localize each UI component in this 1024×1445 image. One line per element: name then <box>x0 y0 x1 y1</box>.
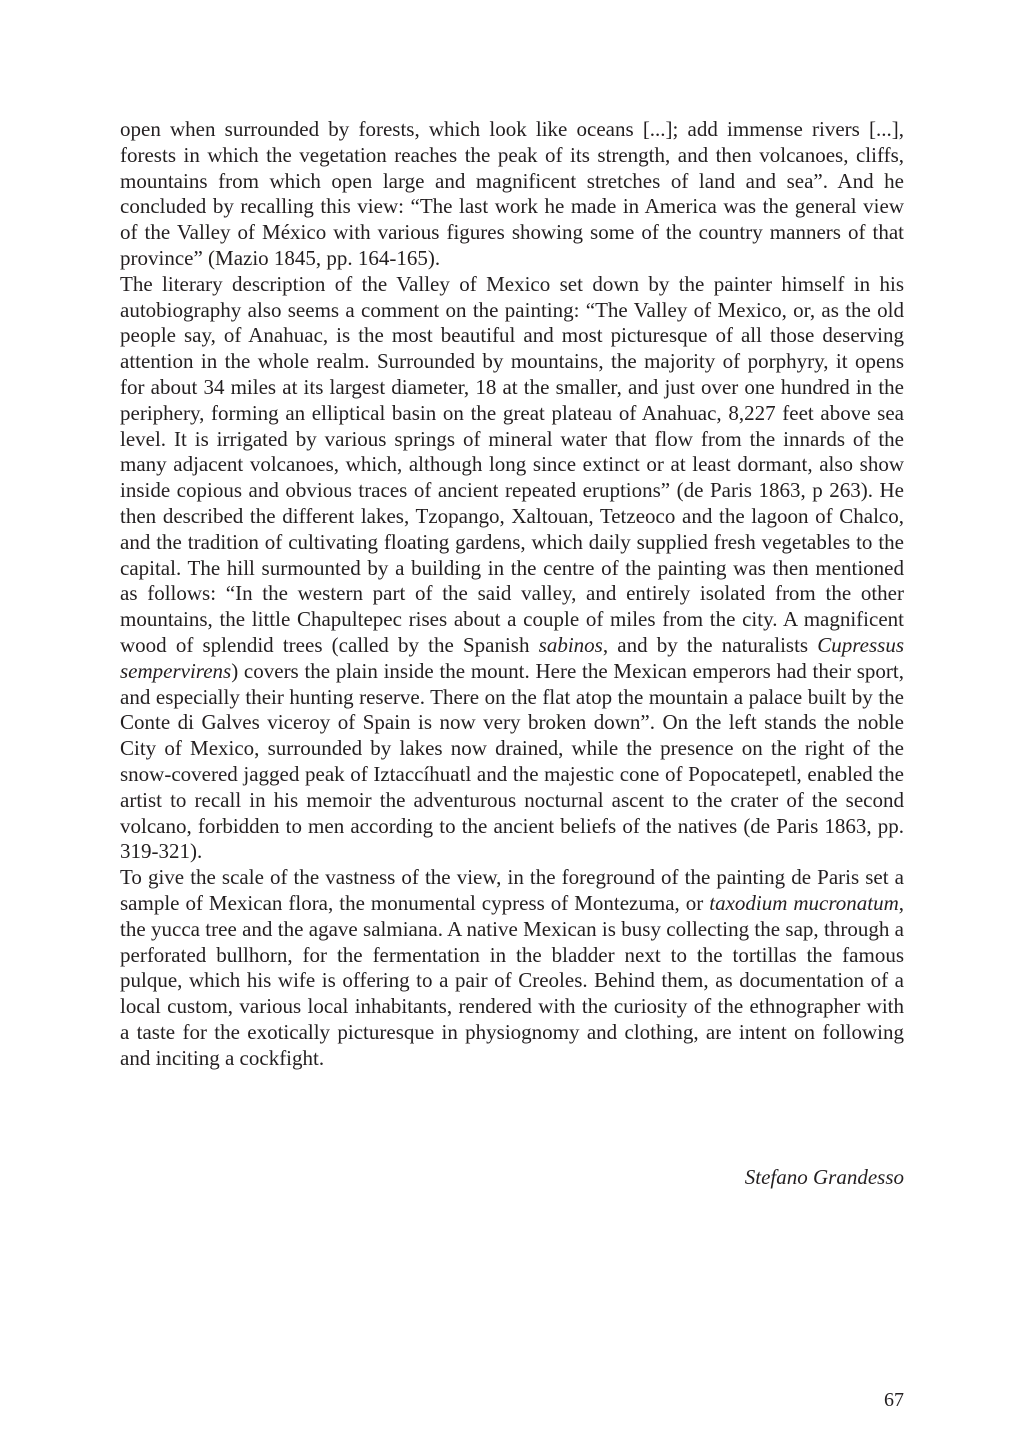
paragraph-1 <box>120 117 904 272</box>
italic-run: taxodium mucronatum <box>709 890 899 915</box>
italic-run: sabinos <box>538 632 603 657</box>
page-body <box>120 117 904 1071</box>
paragraph-2 <box>120 272 904 865</box>
paragraph-3 <box>120 865 904 1071</box>
text-run: , and by the naturalists <box>602 632 818 657</box>
text-run: , the yucca tree and the agave salmiana. A native Mexican is busy collecting the sap, through a perforated bullhorn, for the fermentation in the bladder next to the tortillas the famous pulque, which his wife is offering to a pair of Creoles. Behind them, as documentation of a local custom, various local inhabitants, rendered with the curiosity of the ethnographer with a taste for the exotically picturesque in physiognomy and clothing, are intent on following and inciting a cockfight. <box>120 890 904 1070</box>
text-run: ) covers the plain inside the mount. Here the Mexican emperors had their sport, and especially their hunting reserve. There on the flat atop the mountain a palace built by the Conte di Galves viceroy of Spain is now very broken down”. On the left stands the noble City of Mexico, surrounded by lakes now drained, while the presence on the right of the snow-covered jagged peak of Iztaccíhuatl and the majestic cone of Popocatepetl, enabled the artist to recall in his memoir the adventurous nocturnal ascent to the crater of the second volcano, forbidden to men according to the ancient beliefs of the natives (de Paris 1863, pp. 319-321). <box>120 658 904 864</box>
author-signature: Stefano Grandesso <box>744 1165 904 1189</box>
text-run: open when surrounded by forests, which look like oceans [...]; add immense rivers [...], forests in which the vegetation reaches the peak of its strength, and then volcanoes, cliffs, mountains from which open large and magnificent stretches of land and sea”. And he concluded by recalling this view: “The last work he made in America was the general view of the Valley of México with various figures showing some of the country manners of that province” (Mazio 1845, pp. 164-165). <box>120 117 904 270</box>
page-number: 67 <box>884 1389 904 1411</box>
italic-run: Cupressus sempervirens <box>120 632 905 683</box>
text-run: The literary description of the Valley of Mexico set down by the painter himself in his autobiography also seems a comment on the painting: “The Valley of Mexico, or, as the old people say, of Anahuac, is the most beautiful and most picturesque of all those deserving attention in the whole realm. Surrounded by mountains, the majority of porphyry, it opens for about 34 miles at its largest diameter, 18 at the smaller, and just over one hundred in the periphery, forming an elliptical basin on the great plateau of Anahuac, 8,227 feet above sea level. It is irrigated by various springs of mineral water that flow from the innards of the many adjacent volcanoes, which, although long since extinct or at least dormant, also show inside copious and obvious traces of ancient repeated eruptions” (de Paris 1863, p 263). He then described the different lakes, Tzopango, Xaltouan, Tetzeoco and the lagoon of Chalco, and the tradition of cultivating floating gardens, which daily supplied fresh vegetables to the capital. The hill surmounted by a building in the centre of the painting was then mentioned as follows: “In the western part of the said valley, and entirely isolated from the other mountains, the little Chapultepec rises about a couple of miles from the city. A magnificent wood of splendid trees (called by the Spanish <box>120 271 904 657</box>
text-run: To give the scale of the vastness of the view, in the foreground of the painting de Paris set a sample of Mexican flora, the monumental cypress of Montezuma, or <box>120 865 904 915</box>
